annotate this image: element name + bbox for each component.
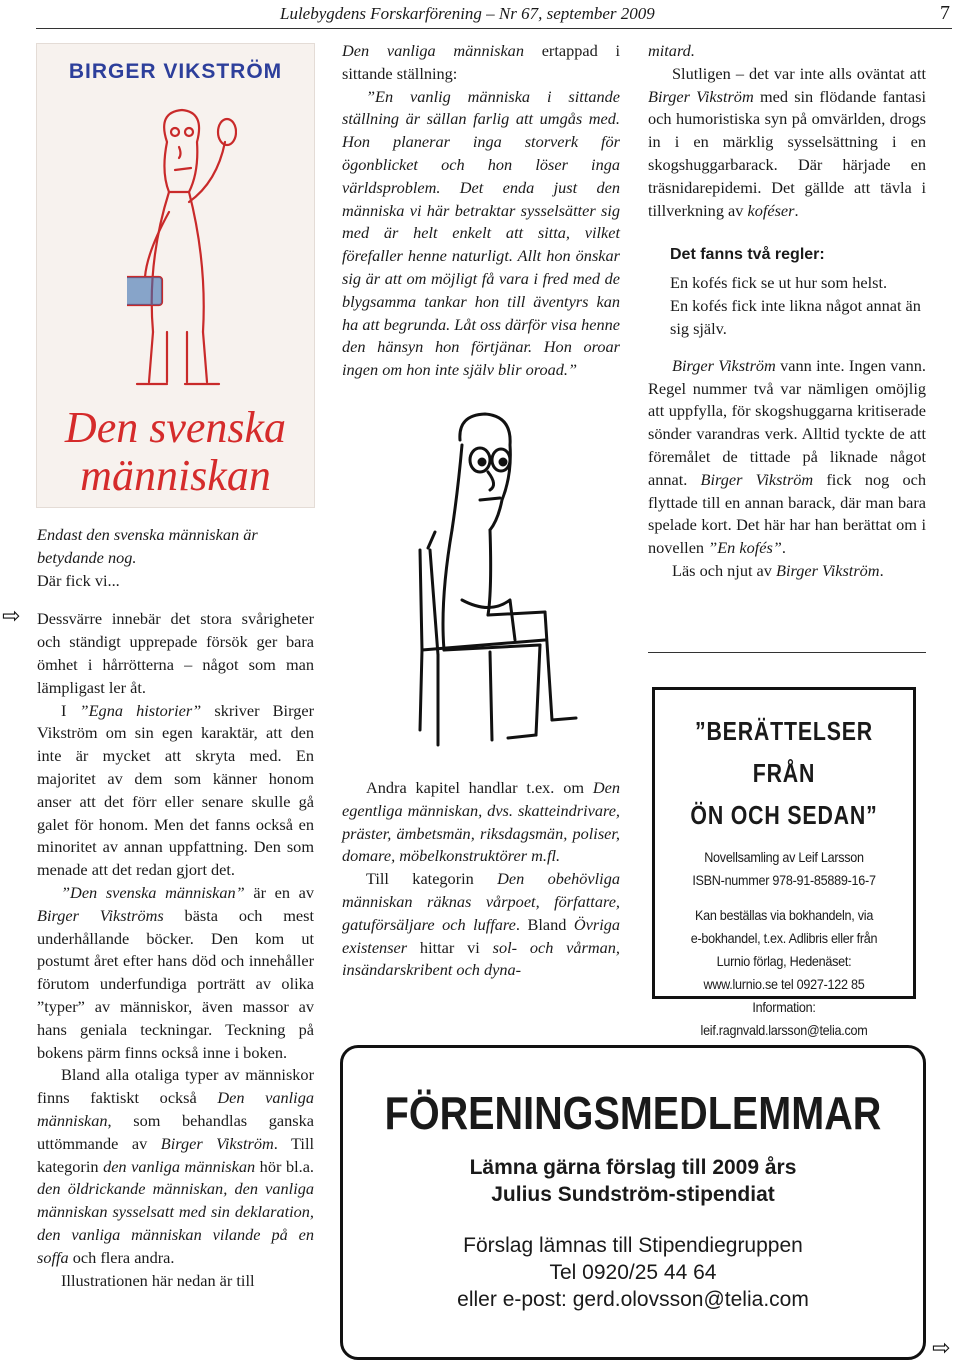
header-divider — [36, 28, 952, 29]
col2-paragraph-2: Andra kapitel handlar t.ex. om Den egentliga människan, dvs. skatteindrivare, präster, ämbetsmän, riksdagsmän, poliser, domare, möbelkonstruktörer m.fl. — [342, 778, 620, 866]
cover-title-line-1: Den svenska — [64, 403, 287, 452]
cover-title-line-2: människan — [80, 451, 271, 500]
column-1 — [37, 524, 314, 1292]
book-cover-image — [36, 43, 315, 508]
book-title: ”BERÄTTELSER FRÅN ÖN OCH SEDAN” — [690, 716, 878, 830]
col2-paragraph-1: Den vanliga människan ertappad i sittande ställning: — [342, 41, 620, 83]
col2-paragraph-3: Till kategorin Den obehövliga människan räknas vårpoet, författare, gatuförsäljare och luffare. Bland Övriga existenser hittar vi sol- och vårman, insändarskribent och dyna- — [342, 869, 620, 980]
continue-arrow-icon: ⇨ — [2, 604, 21, 629]
column-2-top — [342, 40, 620, 382]
col3-paragraph-1: mitard. — [648, 41, 695, 60]
col3-paragraph-3: Birger Vikström vann inte. Ingen vann. Regel nummer två var nämligen omöjlig att uppfylla, för skogshuggarna kritiserade sönder varandras verk. Alltid tyckte de att föremålet de tittade på liknade något annat. Birger Vikström fick nog och flyttade till en annan barack, där man bara spelade kort. Det här har han berättat om i novellen ”En kofés”. — [648, 355, 927, 558]
column-2-bottom — [342, 777, 620, 982]
rule-2: En kofés fick inte likna något annat än sig själv. — [670, 296, 921, 338]
book-advert-box — [652, 687, 916, 1038]
members-notice-box — [340, 1045, 926, 1360]
col3-divider — [648, 652, 926, 653]
cover-title — [37, 404, 314, 500]
col1-paragraph-2: I ”Egna historier” skriver Birger Vikström om sin egen karaktär, att den inte är mycket att skryta med. En majoritet av dem som känner honom anser att det förr eller senare skulle gå galet för honom. Men det fanns också en minoritet av annan uppfattning. Den som menade att det redan gjort det. — [37, 700, 314, 880]
page-number: 7 — [940, 2, 950, 24]
rules-block — [670, 246, 926, 340]
members-subtitle: Lämna gärna förslag till 2009 års Julius Sundström-stipendiat — [469, 1156, 797, 1206]
col3-paragraph-2: Slutligen – det var inte alls oväntat att Birger Vikström med sin flödande fantasi och humoristiska syn på omvärlden, drogs in i en märklig sysselsättning i en skogshuggarbarack. Där härjade en träsnidarepidemi. Det gällde att tävla i tillverkning av koféser. — [648, 63, 927, 220]
next-page-arrow-icon: ⇨ — [932, 1336, 951, 1361]
col3-paragraph-4: Läs och njut av Birger Vikström. — [672, 560, 884, 580]
page-header — [0, 2, 960, 28]
rule-1: En kofés fick se ut hur som helst. — [670, 273, 888, 293]
col2-quote: ”En vanlig människa i sittande ställning är sällan farlig att umgås med. Hon planerar inga storverk för ögonblicket och hon löser inga världsproblem. Det enda just den människa vi här betraktar sysselsätter sig med är helt enkelt att sitta, vilket förefaller henne naturligt. Allt hon önskar sig är att om möjligt få vara i fred med de blygsamma tankar hon till äventyrs kan ha att begrunda. Låt oss därför visa henne den hänsyn hon förtjänar. Hon oroar ingen om hon inte själv blir oroad.” — [342, 86, 620, 380]
book-details: Novellsamling av Leif Larsson ISBN-nummer 978-91-85889-16-7 Kan beställas via bokhandeln, via e-bokhandel, t.ex. Adlibris eller från Lurnio förlag, Hedenäset: www.lurnio.se tel 0927-122 85 Information: leif.ragnvald.larsson@telia.com — [690, 849, 878, 1038]
members-title: FÖRENINGSMEDLEMMAR — [384, 1087, 882, 1139]
rules-heading: Det fanns två regler: — [670, 246, 825, 264]
column-3 — [648, 40, 926, 583]
cover-figure-illustration — [127, 102, 237, 392]
publication-title: Lulebygdens Forskarförening – Nr 67, september 2009 — [280, 4, 655, 23]
cover-caption: Endast den svenska människan är betydande nog. Där fick vi... — [37, 525, 258, 590]
col1-paragraph-1: Dessvärre innebär det stora svårigheter och ständigt upprepade försök ger bara ömhet i hårrötterna – något som man lämpligast ler åt. — [37, 609, 314, 697]
col1-paragraph-5: Illustrationen här nedan är till — [61, 1270, 255, 1290]
col1-paragraph-3: ”Den svenska människan” är en av Birger Vikströms bästa och mest underhållande böcker. Den kom ut postumt året efter hans död och innehåller förutom underfundiga porträtt av olika ”typer” av människor, även massor av hans geniala teckningar. Teckning på bokens pärm finns också inne i boken. — [37, 882, 315, 1062]
members-contact: Förslag lämnas till Stipendiegruppen Tel 0920/25 44 64 eller e-post: gerd.olovsson@telia.com — [457, 1234, 809, 1311]
cover-author: BIRGER VIKSTRÖM — [68, 60, 283, 83]
sitting-person-illustration — [340, 400, 620, 760]
col1-paragraph-4: Bland alla otaliga typer av människor finns faktiskt också Den vanliga människan, som behandlas ganska uttömmande av Birger Vikström. Till kategorin den vanliga människan hör bl.a. den öldrickande människan, den vanliga människan sysselsatt med sin deklaration, den vanliga människan vilande på en soffa och flera andra. — [37, 1065, 314, 1267]
